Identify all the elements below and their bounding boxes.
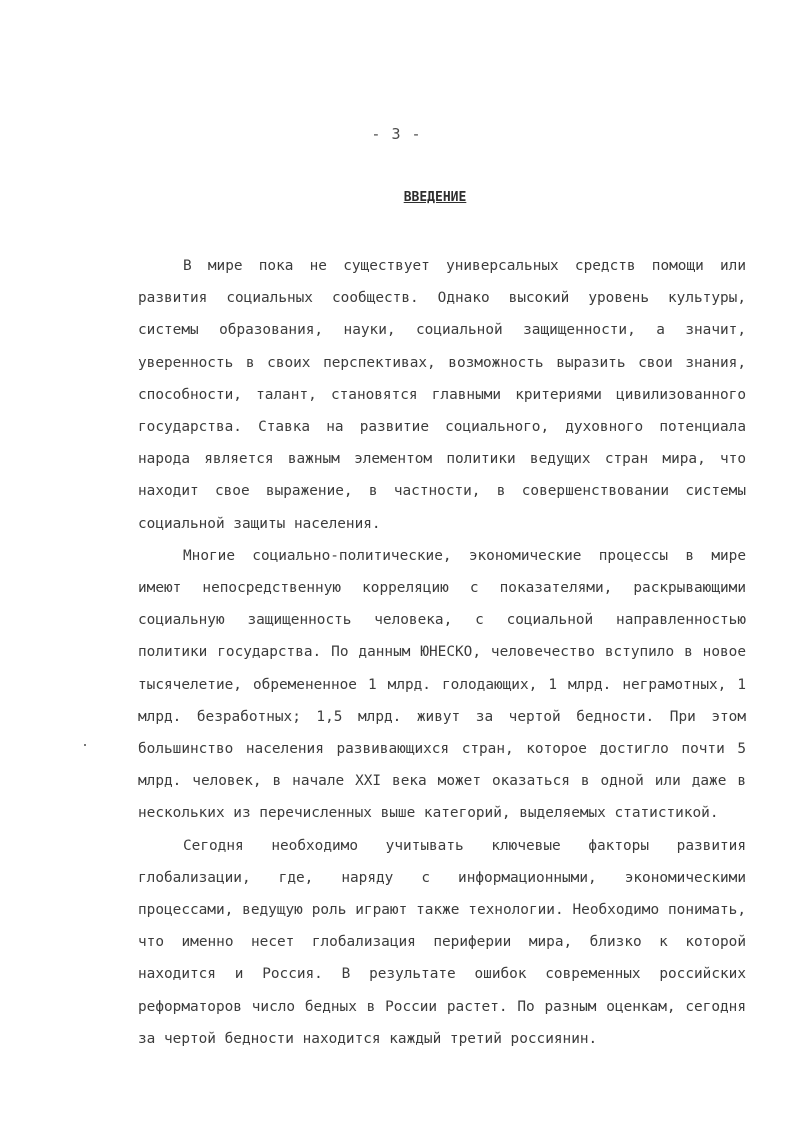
paragraph-2: Многие социально-политические, экономические процессы в мире имеют непосредственную корреляцию с показателями, раскрывающими социальную защищенность человека, с социальной направленностью политики государства. По данным ЮНЕСКО, человечество вступило в новое тысячелетие, обремененное 1 млрд. голодающих, 1 млрд. неграмотных, 1 млрд. безработных; 1,5 млрд. живут за чертой бедности. При этом большинство населения развивающихся стран, которое достигло почти 5 млрд. человек, в начале XXI века может оказаться в одной или даже в нескольких из перечисленных выше категорий, выделяемых статистикой. <box>138 547 746 822</box>
section-title: ВВЕДЕНИЕ <box>403 190 467 205</box>
paragraph-3: Сегодня необходимо учитывать ключевые факторы развития глобализации, где, наряду с информационными, экономическими процессами, ведущую роль играют также технологии. Необходимо понимать, что именно несет глобализация периферии мира, близко к которой находится и Россия. В результате ошибок современных российских реформаторов число бедных в России растет. По разным оценкам, сегодня за чертой бедности находится каждый третий россиянин. <box>138 837 746 1047</box>
body-text <box>138 250 746 1055</box>
paragraph-1: В мире пока не существует универсальных средств помощи или развития социальных сообществ. Однако высокий уровень культуры, системы образования, науки, социальной защищенности, а значит, уверенность в своих перспективах, возможность выразить свои знания, способности, талант, становятся главными критериями цивилизованного государства. Ставка на развитие социального, духовного потенциала народа является важным элементом политики ведущих стран мира, что находит свое выражение, в частности, в совершенствовании системы социальной защиты населения. <box>138 258 746 532</box>
scan-speck <box>84 744 86 746</box>
page-number: - 3 - <box>371 125 422 143</box>
